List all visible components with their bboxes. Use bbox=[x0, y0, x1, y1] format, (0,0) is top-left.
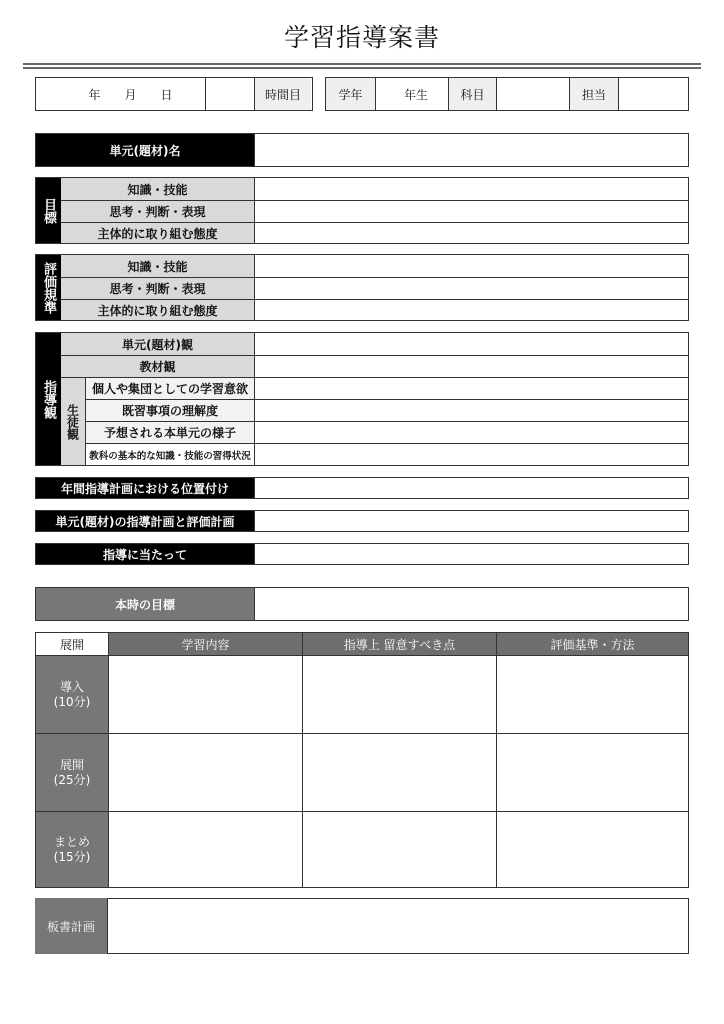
col-header-stage: 展開 bbox=[59, 637, 84, 652]
guidance-view-row-label: 教材観 bbox=[61, 355, 254, 377]
stage-cell bbox=[36, 811, 108, 887]
stage-cell bbox=[36, 655, 108, 733]
period-label: 時間目 bbox=[255, 78, 311, 110]
stage-cell bbox=[36, 733, 108, 811]
guidance-notes-row bbox=[35, 543, 689, 565]
student-view-side-label: 生徒観 bbox=[61, 377, 85, 465]
guidance-view-section bbox=[35, 332, 689, 466]
stage-name: 導入 bbox=[59, 679, 84, 694]
criteria-field[interactable] bbox=[254, 255, 688, 277]
student-view-field[interactable] bbox=[254, 399, 688, 421]
guidance-view-field[interactable] bbox=[254, 333, 688, 355]
title-double-rule bbox=[23, 63, 701, 69]
notes-cell[interactable] bbox=[302, 733, 496, 811]
goals-field[interactable] bbox=[254, 222, 688, 243]
stage-time: (15分) bbox=[53, 849, 91, 864]
guidance-notes-label: 指導に当たって bbox=[36, 544, 254, 564]
annual-plan-row bbox=[35, 477, 689, 499]
evaluation-cell[interactable] bbox=[496, 733, 688, 811]
unit-plan-row bbox=[35, 510, 689, 532]
stage-time: (10分) bbox=[53, 694, 91, 709]
stage-name: 展開 bbox=[59, 757, 84, 772]
class-info-box bbox=[325, 77, 689, 111]
guidance-notes-field[interactable] bbox=[254, 544, 688, 564]
annual-plan-label: 年間指導計画における位置付け bbox=[36, 478, 254, 498]
col-header-evaluation: 評価基準・方法 bbox=[496, 633, 688, 655]
page-title: 学習指導案書 bbox=[283, 23, 440, 52]
subject-label: 科目 bbox=[449, 78, 496, 110]
content-cell[interactable] bbox=[108, 811, 302, 887]
unit-name-row bbox=[35, 133, 689, 167]
goals-row-label: 知識・技能 bbox=[61, 178, 254, 200]
unit-name-field[interactable] bbox=[254, 134, 688, 166]
student-view-row-label: 個人や集団としての学習意欲 bbox=[85, 377, 254, 399]
criteria-row-label: 思考・判断・表現 bbox=[61, 277, 254, 299]
goals-field[interactable] bbox=[254, 178, 688, 200]
criteria-row-label: 主体的に取り組む態度 bbox=[61, 299, 254, 320]
stage-name: まとめ bbox=[53, 834, 90, 849]
date-period-box bbox=[35, 77, 313, 111]
evaluation-cell[interactable] bbox=[496, 811, 688, 887]
notes-cell[interactable] bbox=[302, 655, 496, 733]
date-label: 年 月 日 bbox=[88, 87, 173, 102]
criteria-row-label: 知識・技能 bbox=[61, 255, 254, 277]
content-cell[interactable] bbox=[108, 733, 302, 811]
criteria-side-label: 評価規準 bbox=[36, 255, 61, 320]
teacher-label: 担当 bbox=[570, 78, 618, 110]
criteria-section bbox=[35, 254, 689, 321]
student-view-field[interactable] bbox=[254, 377, 688, 399]
unit-plan-field[interactable] bbox=[254, 511, 688, 531]
unit-name-label: 単元(題材)名 bbox=[36, 134, 254, 166]
evaluation-cell[interactable] bbox=[496, 655, 688, 733]
grade-label: 学年 bbox=[326, 78, 375, 110]
board-plan-row bbox=[35, 898, 689, 954]
notes-cell[interactable] bbox=[302, 811, 496, 887]
student-view-field[interactable] bbox=[254, 443, 688, 465]
goals-row-label: 思考・判断・表現 bbox=[61, 200, 254, 222]
lesson-goal-row bbox=[35, 587, 689, 621]
date-field[interactable] bbox=[36, 78, 205, 110]
criteria-field[interactable] bbox=[254, 277, 688, 299]
grade-field[interactable] bbox=[376, 78, 448, 110]
unit-plan-label: 単元(題材)の指導計画と評価計画 bbox=[36, 511, 254, 531]
lesson-goal-label: 本時の目標 bbox=[36, 588, 254, 620]
teacher-field[interactable] bbox=[619, 78, 687, 110]
col-header-notes: 指導上 留意すべき点 bbox=[302, 633, 496, 655]
lesson-table bbox=[35, 632, 689, 888]
student-view-row-label: 予想される本単元の様子 bbox=[85, 421, 254, 443]
guidance-view-row-label: 単元(題材)観 bbox=[61, 333, 254, 355]
student-view-field[interactable] bbox=[254, 421, 688, 443]
lesson-goal-field[interactable] bbox=[254, 588, 688, 620]
grade-suffix: 年生 bbox=[403, 87, 428, 102]
content-cell[interactable] bbox=[108, 655, 302, 733]
goals-row-label: 主体的に取り組む態度 bbox=[61, 222, 254, 243]
period-field[interactable] bbox=[206, 78, 254, 110]
board-plan-field[interactable] bbox=[107, 898, 689, 954]
stage-time: (25分) bbox=[53, 772, 91, 787]
subject-field[interactable] bbox=[497, 78, 569, 110]
criteria-field[interactable] bbox=[254, 299, 688, 320]
goals-section bbox=[35, 177, 689, 244]
goals-side-label: 目標 bbox=[36, 178, 61, 243]
student-view-row-label: 既習事項の理解度 bbox=[85, 399, 254, 421]
board-plan-label: 板書計画 bbox=[35, 898, 107, 954]
guidance-view-side-label: 指導観 bbox=[36, 333, 61, 465]
student-view-row-label: 教科の基本的な知識・技能の習得状況 bbox=[85, 443, 254, 465]
annual-plan-field[interactable] bbox=[254, 478, 688, 498]
guidance-view-field[interactable] bbox=[254, 355, 688, 377]
col-header-content: 学習内容 bbox=[108, 633, 302, 655]
goals-field[interactable] bbox=[254, 200, 688, 222]
